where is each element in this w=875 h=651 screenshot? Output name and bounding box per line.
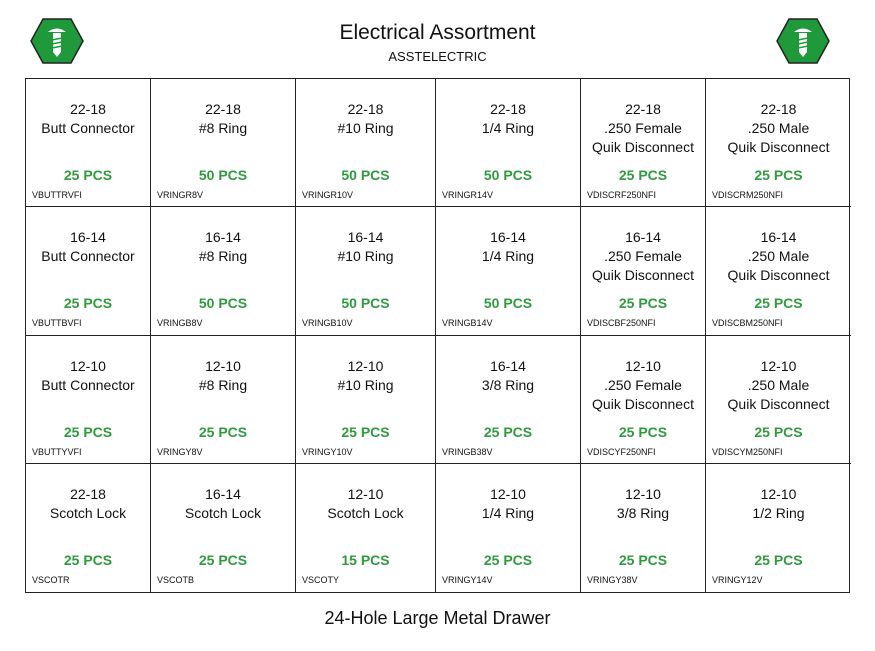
sku-code: VRINGY12V [712, 575, 763, 585]
terminal-type: Quik Disconnect [592, 396, 694, 412]
wire-gauge: 16-14 [490, 229, 526, 245]
compartment-description [296, 100, 435, 138]
compartment-description [436, 485, 580, 523]
wire-gauge: 12-10 [70, 358, 106, 374]
sku-code: VSCOTB [157, 575, 195, 585]
quantity-label: 25 PCS [63, 424, 113, 440]
drawer-compartment [296, 464, 436, 592]
compartment-description [706, 485, 851, 523]
terminal-type: #10 Ring [337, 120, 394, 136]
drawer-compartment [436, 207, 581, 336]
terminal-type: Scotch Lock [327, 505, 404, 521]
terminal-type: 1/2 Ring [752, 505, 805, 521]
sku-code: VRINGB10V [302, 318, 353, 328]
sku-code: VSCOTY [302, 575, 340, 585]
compartment-description [581, 357, 705, 414]
sku-code: VRINGB14V [442, 318, 493, 328]
sku-code: VSCOTR [32, 575, 70, 585]
compartment-description [436, 228, 580, 266]
terminal-type: Butt Connector [41, 120, 135, 136]
sku-code: VRINGR14V [442, 190, 494, 200]
terminal-type: 1/4 Ring [481, 120, 535, 136]
wire-gauge: 12-10 [625, 486, 661, 502]
terminal-type: Quik Disconnect [727, 267, 830, 283]
compartment-description [706, 357, 851, 414]
wire-gauge: 22-18 [347, 101, 384, 117]
quantity-label: 25 PCS [341, 424, 390, 440]
drawer-compartment [581, 464, 706, 592]
wire-gauge: 16-14 [760, 229, 797, 245]
drawer-compartment [581, 207, 706, 336]
drawer-compartment [581, 336, 706, 464]
compartment-description [706, 228, 851, 285]
sku-code: VRINGB8V [157, 318, 203, 328]
sku-code: VDISCBF250NFI [587, 318, 656, 328]
wire-gauge: 12-10 [347, 358, 384, 374]
quantity-label: 50 PCS [483, 295, 533, 311]
terminal-type: #8 Ring [198, 120, 248, 136]
quantity-label: 25 PCS [754, 552, 803, 568]
sku-code: VDISCRF250NFI [587, 190, 657, 200]
quantity-label: 25 PCS [63, 552, 113, 568]
terminal-type: .250 Female [604, 248, 682, 264]
wire-gauge: 22-18 [760, 101, 797, 117]
wire-gauge: 22-18 [625, 101, 661, 117]
terminal-type: Scotch Lock [184, 505, 262, 521]
sku-code: VRINGY8V [157, 447, 203, 457]
quantity-label: 50 PCS [198, 295, 248, 311]
wire-gauge: 12-10 [760, 358, 797, 374]
terminal-type: 3/8 Ring [481, 377, 535, 393]
wire-gauge: 22-18 [205, 101, 241, 117]
terminal-type: 1/4 Ring [481, 248, 535, 264]
quantity-label: 50 PCS [341, 295, 390, 311]
quantity-label: 25 PCS [618, 295, 668, 311]
wire-gauge: 12-10 [625, 358, 661, 374]
terminal-type: 1/4 Ring [481, 505, 535, 521]
wire-gauge: 16-14 [205, 486, 241, 502]
sku-code: VRINGY10V [302, 447, 353, 457]
terminal-type: .250 Male [747, 120, 810, 136]
terminal-type: 3/8 Ring [616, 505, 670, 521]
sku-code: VRINGR8V [157, 190, 204, 200]
terminal-type: .250 Male [747, 248, 810, 264]
wire-gauge: 16-14 [625, 229, 661, 245]
quantity-label: 25 PCS [754, 295, 803, 311]
terminal-type: #8 Ring [198, 248, 248, 264]
compartment-description [296, 228, 435, 266]
terminal-type: #10 Ring [337, 248, 394, 264]
terminal-type: #8 Ring [198, 377, 248, 393]
wire-gauge: 12-10 [347, 486, 384, 502]
compartment-description [581, 485, 705, 523]
quantity-label: 25 PCS [198, 552, 248, 568]
compartment-description [26, 228, 150, 266]
drawer-compartment [436, 79, 581, 207]
drawer-grid [25, 78, 850, 593]
drawer-compartment [706, 207, 851, 336]
quantity-label: 25 PCS [618, 552, 668, 568]
wire-gauge: 12-10 [760, 486, 797, 502]
compartment-description [296, 357, 435, 395]
quantity-label: 25 PCS [63, 295, 113, 311]
drawer-compartment [26, 207, 151, 336]
sku-code: VBUTTBVFI [32, 318, 82, 328]
page-subtitle: ASSTELECTRIC [388, 49, 487, 64]
drawer-compartment [26, 336, 151, 464]
page-title: Electrical Assortment [339, 21, 536, 44]
wire-gauge: 16-14 [490, 358, 526, 374]
wire-gauge: 12-10 [205, 358, 241, 374]
compartment-description [581, 100, 705, 157]
compartment-description [151, 228, 295, 266]
quantity-label: 15 PCS [341, 552, 390, 568]
sku-code: VBUTTRVFI [32, 190, 82, 200]
wire-gauge: 16-14 [205, 229, 241, 245]
footer-caption: 24-Hole Large Metal Drawer [324, 608, 551, 628]
drawer-compartment [706, 464, 851, 592]
drawer-compartment [151, 207, 296, 336]
terminal-type: Quik Disconnect [727, 396, 830, 412]
quantity-label: 25 PCS [618, 424, 668, 440]
drawer-compartment [296, 207, 436, 336]
drawer-compartment [151, 336, 296, 464]
quantity-label: 25 PCS [63, 167, 113, 183]
wire-gauge: 16-14 [70, 229, 106, 245]
quantity-label: 25 PCS [483, 424, 533, 440]
drawer-compartment [296, 336, 436, 464]
drawer-compartment [26, 464, 151, 592]
drawer-compartment [436, 336, 581, 464]
compartment-description [436, 357, 580, 395]
compartment-description [581, 228, 705, 285]
drawer-compartment [581, 79, 706, 207]
drawer-compartment [151, 79, 296, 207]
terminal-type: Scotch Lock [49, 505, 127, 521]
quantity-label: 25 PCS [198, 424, 248, 440]
compartment-description [151, 357, 295, 395]
compartment-description [26, 357, 150, 395]
quantity-label: 50 PCS [483, 167, 533, 183]
quantity-label: 25 PCS [754, 424, 803, 440]
compartment-description [296, 485, 435, 523]
drawer-compartment [706, 79, 851, 207]
sku-code: VRINGY38V [587, 575, 638, 585]
sku-code: VRINGB38V [442, 447, 493, 457]
drawer-compartment [706, 336, 851, 464]
terminal-type: .250 Female [604, 120, 682, 136]
sku-code: VDISCYF250NFI [587, 447, 656, 457]
terminal-type: #10 Ring [337, 377, 394, 393]
sku-code: VRINGY14V [442, 575, 493, 585]
wire-gauge: 22-18 [70, 486, 106, 502]
compartment-description [151, 100, 295, 138]
compartment-description [26, 485, 150, 523]
wire-gauge: 22-18 [70, 101, 106, 117]
terminal-type: Quik Disconnect [592, 139, 694, 155]
sku-code: VBUTTYVFI [32, 447, 82, 457]
sku-code: VDISCRM250NFI [712, 190, 784, 200]
quantity-label: 25 PCS [754, 167, 803, 183]
drawer-compartment [436, 464, 581, 592]
drawer-compartment [26, 79, 151, 207]
sku-code: VDISCYM250NFI [712, 447, 783, 457]
drawer-compartment [151, 464, 296, 592]
quantity-label: 50 PCS [341, 167, 390, 183]
wire-gauge: 16-14 [347, 229, 384, 245]
quantity-label: 50 PCS [198, 167, 248, 183]
compartment-description [436, 100, 580, 138]
terminal-type: .250 Female [604, 377, 682, 393]
terminal-type: Quik Disconnect [727, 139, 830, 155]
terminal-type: Butt Connector [41, 377, 135, 393]
compartment-description [26, 100, 150, 138]
terminal-type: Butt Connector [41, 248, 135, 264]
compartment-description [151, 485, 295, 523]
sku-code: VRINGR10V [302, 190, 354, 200]
sku-code: VDISCBM250NFI [712, 318, 783, 328]
drawer-compartment [296, 79, 436, 207]
wire-gauge: 12-10 [490, 486, 526, 502]
terminal-type: Quik Disconnect [592, 267, 694, 283]
quantity-label: 25 PCS [618, 167, 668, 183]
wire-gauge: 22-18 [490, 101, 526, 117]
quantity-label: 25 PCS [483, 552, 533, 568]
terminal-type: .250 Male [747, 377, 810, 393]
compartment-description [706, 100, 851, 157]
